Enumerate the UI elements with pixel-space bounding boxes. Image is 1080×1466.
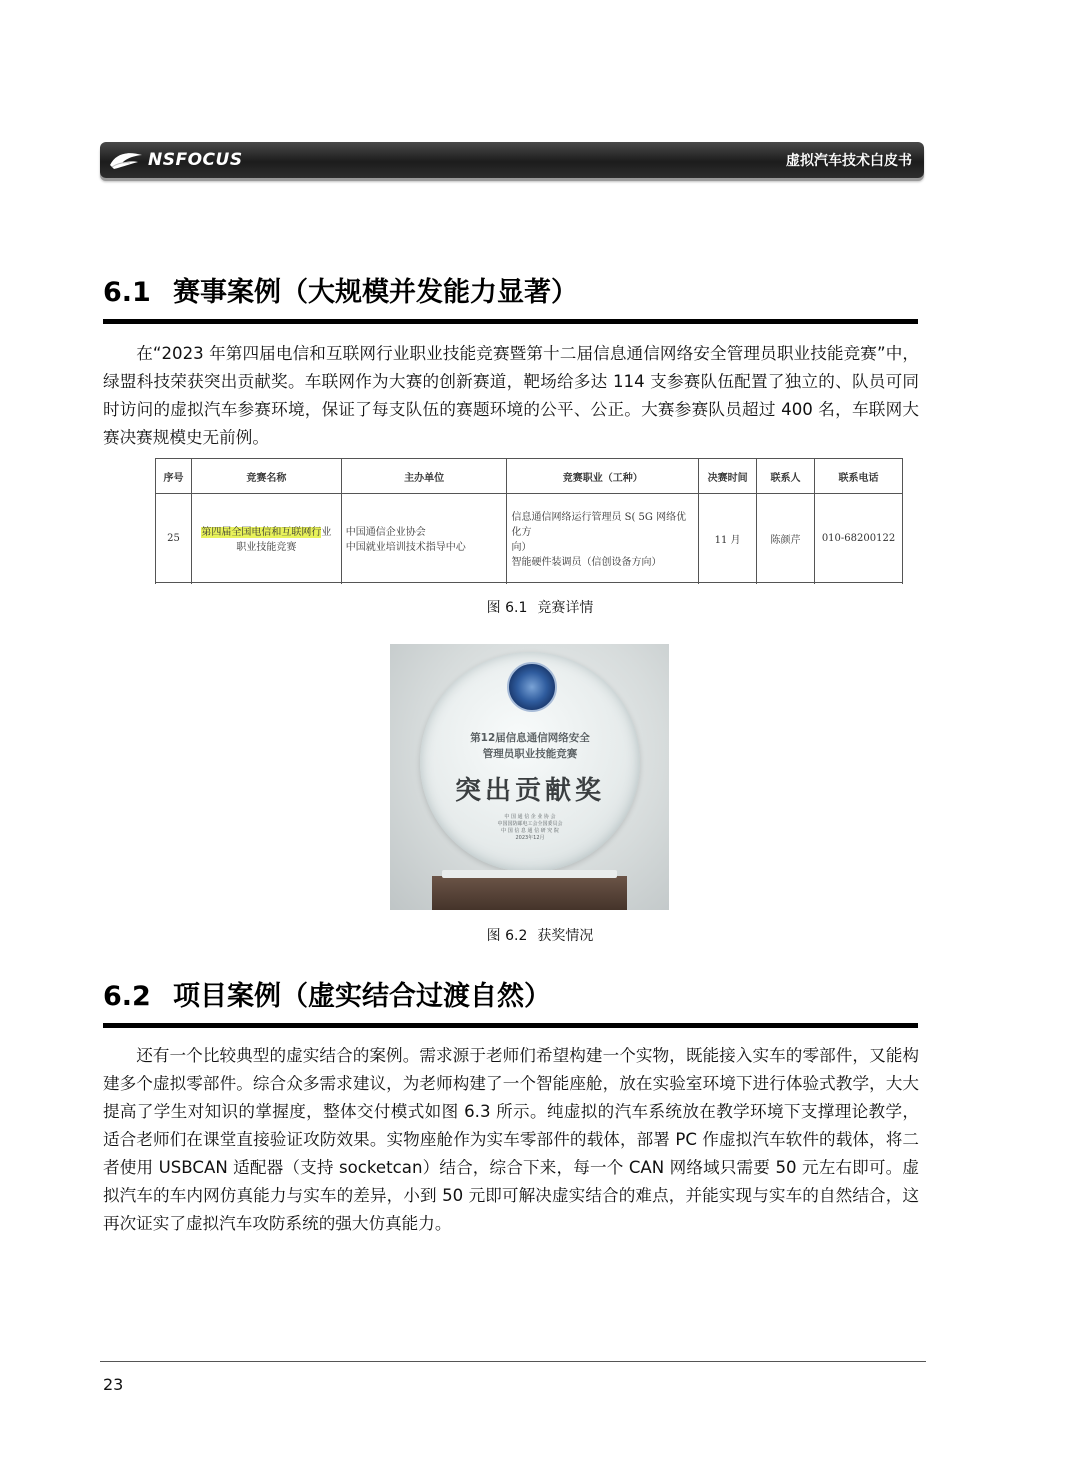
caption-text: 竞赛详情 bbox=[537, 600, 594, 616]
logo-text: NSFOCUS bbox=[148, 150, 243, 170]
column-header: 主办单位 bbox=[341, 459, 507, 494]
table-row bbox=[156, 494, 903, 583]
footer-divider bbox=[100, 1361, 926, 1362]
table-header-row bbox=[156, 459, 903, 494]
plaque-award-title: 突出贡献奖 bbox=[454, 776, 605, 806]
row-index: 25 bbox=[156, 494, 192, 583]
phone-cell: 010-68200122 bbox=[815, 494, 903, 583]
plaque-base bbox=[432, 876, 627, 910]
final-time-cell: 11 月 bbox=[699, 494, 757, 583]
section-6-2-heading bbox=[103, 974, 918, 1028]
figure-6-2-caption bbox=[0, 925, 1080, 945]
plaque-line: 第12届信息通信网络安全 bbox=[470, 732, 590, 744]
column-header: 序号 bbox=[156, 459, 192, 494]
document-title: 虚拟汽车技术白皮书 bbox=[786, 153, 912, 169]
section-number: 6.1 bbox=[103, 277, 151, 308]
organizer-cell: 中国通信企业协会 中国就业培训技术指导中心 bbox=[341, 494, 507, 583]
plaque-organizers: 中 国 通 信 企 业 协 会 中国国防邮电工会全国委员会 中 国 信 息 通 信 研 究 院 2023年12月 bbox=[497, 814, 563, 841]
column-header: 联系人 bbox=[757, 459, 815, 494]
plaque-base-top bbox=[442, 870, 617, 878]
contest-table bbox=[155, 458, 903, 584]
caption-number: 图 6.1 bbox=[486, 600, 528, 616]
contest-table-figure bbox=[155, 458, 903, 584]
award-photo bbox=[390, 644, 669, 910]
nsfocus-logo bbox=[108, 146, 243, 174]
column-header: 竞赛名称 bbox=[191, 459, 341, 494]
section-title: 项目案例（虚实结合过渡自然） bbox=[173, 981, 551, 1012]
section-number: 6.2 bbox=[103, 981, 151, 1012]
page-header-banner bbox=[100, 142, 924, 178]
highlighted-text: 第四届全国电信和互联网行 bbox=[201, 527, 322, 538]
page-number: 23 bbox=[103, 1375, 124, 1394]
occupation-cell: 信息通信网络运行管理员 S( 5G 网络优化方 向） 智能硬件装调员（信创设备方向） bbox=[507, 494, 699, 583]
section-6-1-paragraph: 在“2023 年第四届电信和互联网行业职业技能竞赛暨第十二届信息通信网络安全管理员职业技能竞赛”中，绿盟科技荣获突出贡献奖。车联网作为大赛的创新赛道，靶场给多达 114 支参赛队伍配置了独立的、队员可同时访问的虚拟汽车参赛环境，保证了每支队伍的赛题环境的公平、公正。大赛参赛队员超过 400 名，车联网大赛决赛规模史无前例。 bbox=[103, 344, 919, 447]
emblem-icon bbox=[507, 662, 557, 712]
contact-cell: 陈颜芹 bbox=[757, 494, 815, 583]
section-6-1-heading bbox=[103, 270, 918, 324]
caption-text: 获奖情况 bbox=[537, 928, 594, 944]
section-6-2-paragraph: 还有一个比较典型的虚实结合的案例。需求源于老师们希望构建一个实物，既能接入实车的零部件，又能构建多个虚拟零部件。综合众多需求建议，为老师构建了一个智能座舱，放在实验室环境下进行体验式教学，大大提高了学生对知识的掌握度，整体交付模式如图 6.3 所示。纯虚拟的汽车系统放在教学环境下支撑理论教学，适合老师们在课堂直接验证攻防效果。实物座舱作为实车零部件的载体，部署 PC 作虚拟汽车软件的载体，将二者使用 USBCAN 适配器（支持 socketcan）结合，综合下来，每一个 CAN 网络域只需要 50 元左右即可。虚拟汽车的车内网仿真能力与实车的差异，小到 50 元即可解决虚实结合的难点，并能实现与实车的自然结合，这再次证实了虚拟汽车攻防系统的强大仿真能力。 bbox=[103, 1046, 919, 1233]
column-header: 决赛时间 bbox=[699, 459, 757, 494]
nsfocus-wing-icon bbox=[108, 149, 144, 171]
contest-name-cell: 第四届全国电信和互联网行业 职业技能竞赛 bbox=[191, 494, 341, 583]
table-row-cut bbox=[156, 583, 903, 585]
award-plaque bbox=[420, 652, 640, 872]
figure-6-1-caption bbox=[0, 597, 1080, 617]
column-header: 竞赛职业（工种） bbox=[507, 459, 699, 494]
plaque-line: 管理员职业技能竞赛 bbox=[482, 748, 578, 760]
column-header: 联系电话 bbox=[815, 459, 903, 494]
section-title: 赛事案例（大规模并发能力显著） bbox=[173, 277, 578, 308]
caption-number: 图 6.2 bbox=[486, 928, 528, 944]
